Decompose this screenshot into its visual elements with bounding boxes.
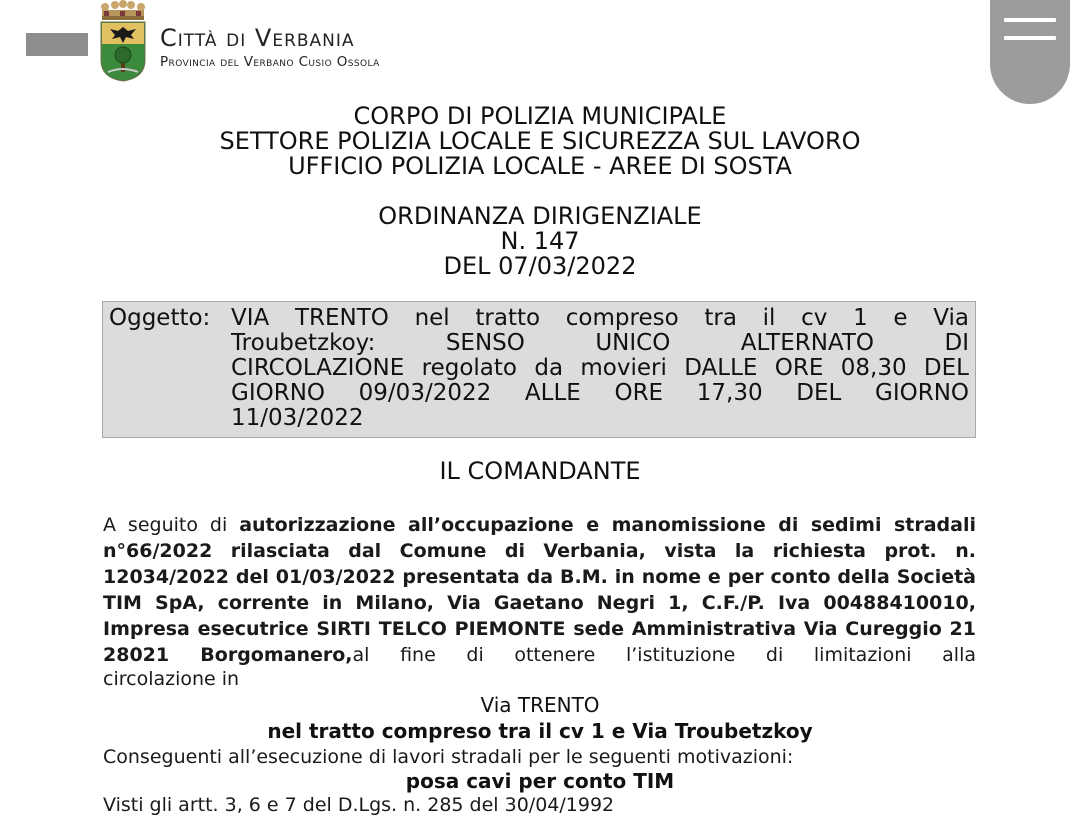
ordinance-type: ORDINANZA DIRIGENZIALE [378, 202, 702, 230]
body-line: Conseguenti all’esecuzione di lavori stradali per le seguenti motivazioni: [103, 746, 794, 768]
body-line: n°66/2022 rilasciata dal Comune di Verbania, vista la richiesta prot. n. [103, 540, 976, 562]
body-line-cut: Visti gli artt. 3, 6 e 7 del D.Lgs. n. 285 del 30/04/1992 [103, 794, 615, 816]
city-crest-logo [98, 0, 148, 82]
motivation: posa cavi per conto TIM [405, 769, 675, 793]
oggetto-line: CIRCOLAZIONE regolato da movieri DALLE ORE 08,30 DEL [231, 355, 969, 381]
city-header [160, 24, 380, 70]
menu-icon-bar-top [1004, 18, 1056, 22]
gray-header-tab [26, 33, 88, 56]
department-title: CORPO DI POLIZIA MUNICIPALE [353, 102, 727, 130]
sector-title: SETTORE POLIZIA LOCALE E SICUREZZA SUL LAVORO [219, 127, 861, 155]
menu-icon-bar-bottom [1004, 36, 1056, 40]
menu-button[interactable] [990, 0, 1070, 104]
ordinance-number: N. 147 [500, 227, 580, 255]
oggetto-line: Troubetzkoy: SENSO UNICO ALTERNATO DI [231, 330, 969, 356]
body-line: Impresa esecutrice SIRTI TELCO PIEMONTE sede Amministrativa Via Cureggio 21 [103, 618, 976, 640]
office-title: UFFICIO POLIZIA LOCALE - AREE DI SOSTA [288, 152, 792, 180]
body-line: 28021 Borgomanero,al fine di ottenere l’istituzione di limitazioni alla [103, 644, 976, 666]
oggetto-line: 11/03/2022 [231, 405, 364, 431]
city-name: Città di Verbania [160, 24, 355, 52]
street-stretch: nel tratto compreso tra il cv 1 e Via Troubetzkoy [267, 719, 813, 743]
body-line: 12034/2022 del 01/03/2022 presentata da B.M. in nome e per conto della Società [103, 566, 976, 588]
ordinance-date: DEL 07/03/2022 [443, 252, 637, 280]
oggetto-label: Oggetto: [109, 305, 211, 331]
body-line: A seguito di autorizzazione all’occupazione e manomissione di sedimi stradali [103, 514, 977, 536]
street-name: Via TRENTO [480, 693, 600, 717]
body-line: circolazione in [103, 668, 240, 690]
oggetto-line: VIA TRENTO nel tratto compreso tra il cv 1 e Via [231, 305, 969, 331]
body-line: TIM SpA, corrente in Milano, Via Gaetano Negri 1, C.F./P. Iva 00488410010, [103, 592, 976, 614]
section-title: IL COMANDANTE [439, 457, 641, 485]
province-name: Provincia del Verbano Cusio Ossola [160, 54, 380, 70]
oggetto-line: GIORNO 09/03/2022 ALLE ORE 17,30 DEL GIORNO [231, 380, 969, 406]
oggetto-box [102, 301, 976, 438]
